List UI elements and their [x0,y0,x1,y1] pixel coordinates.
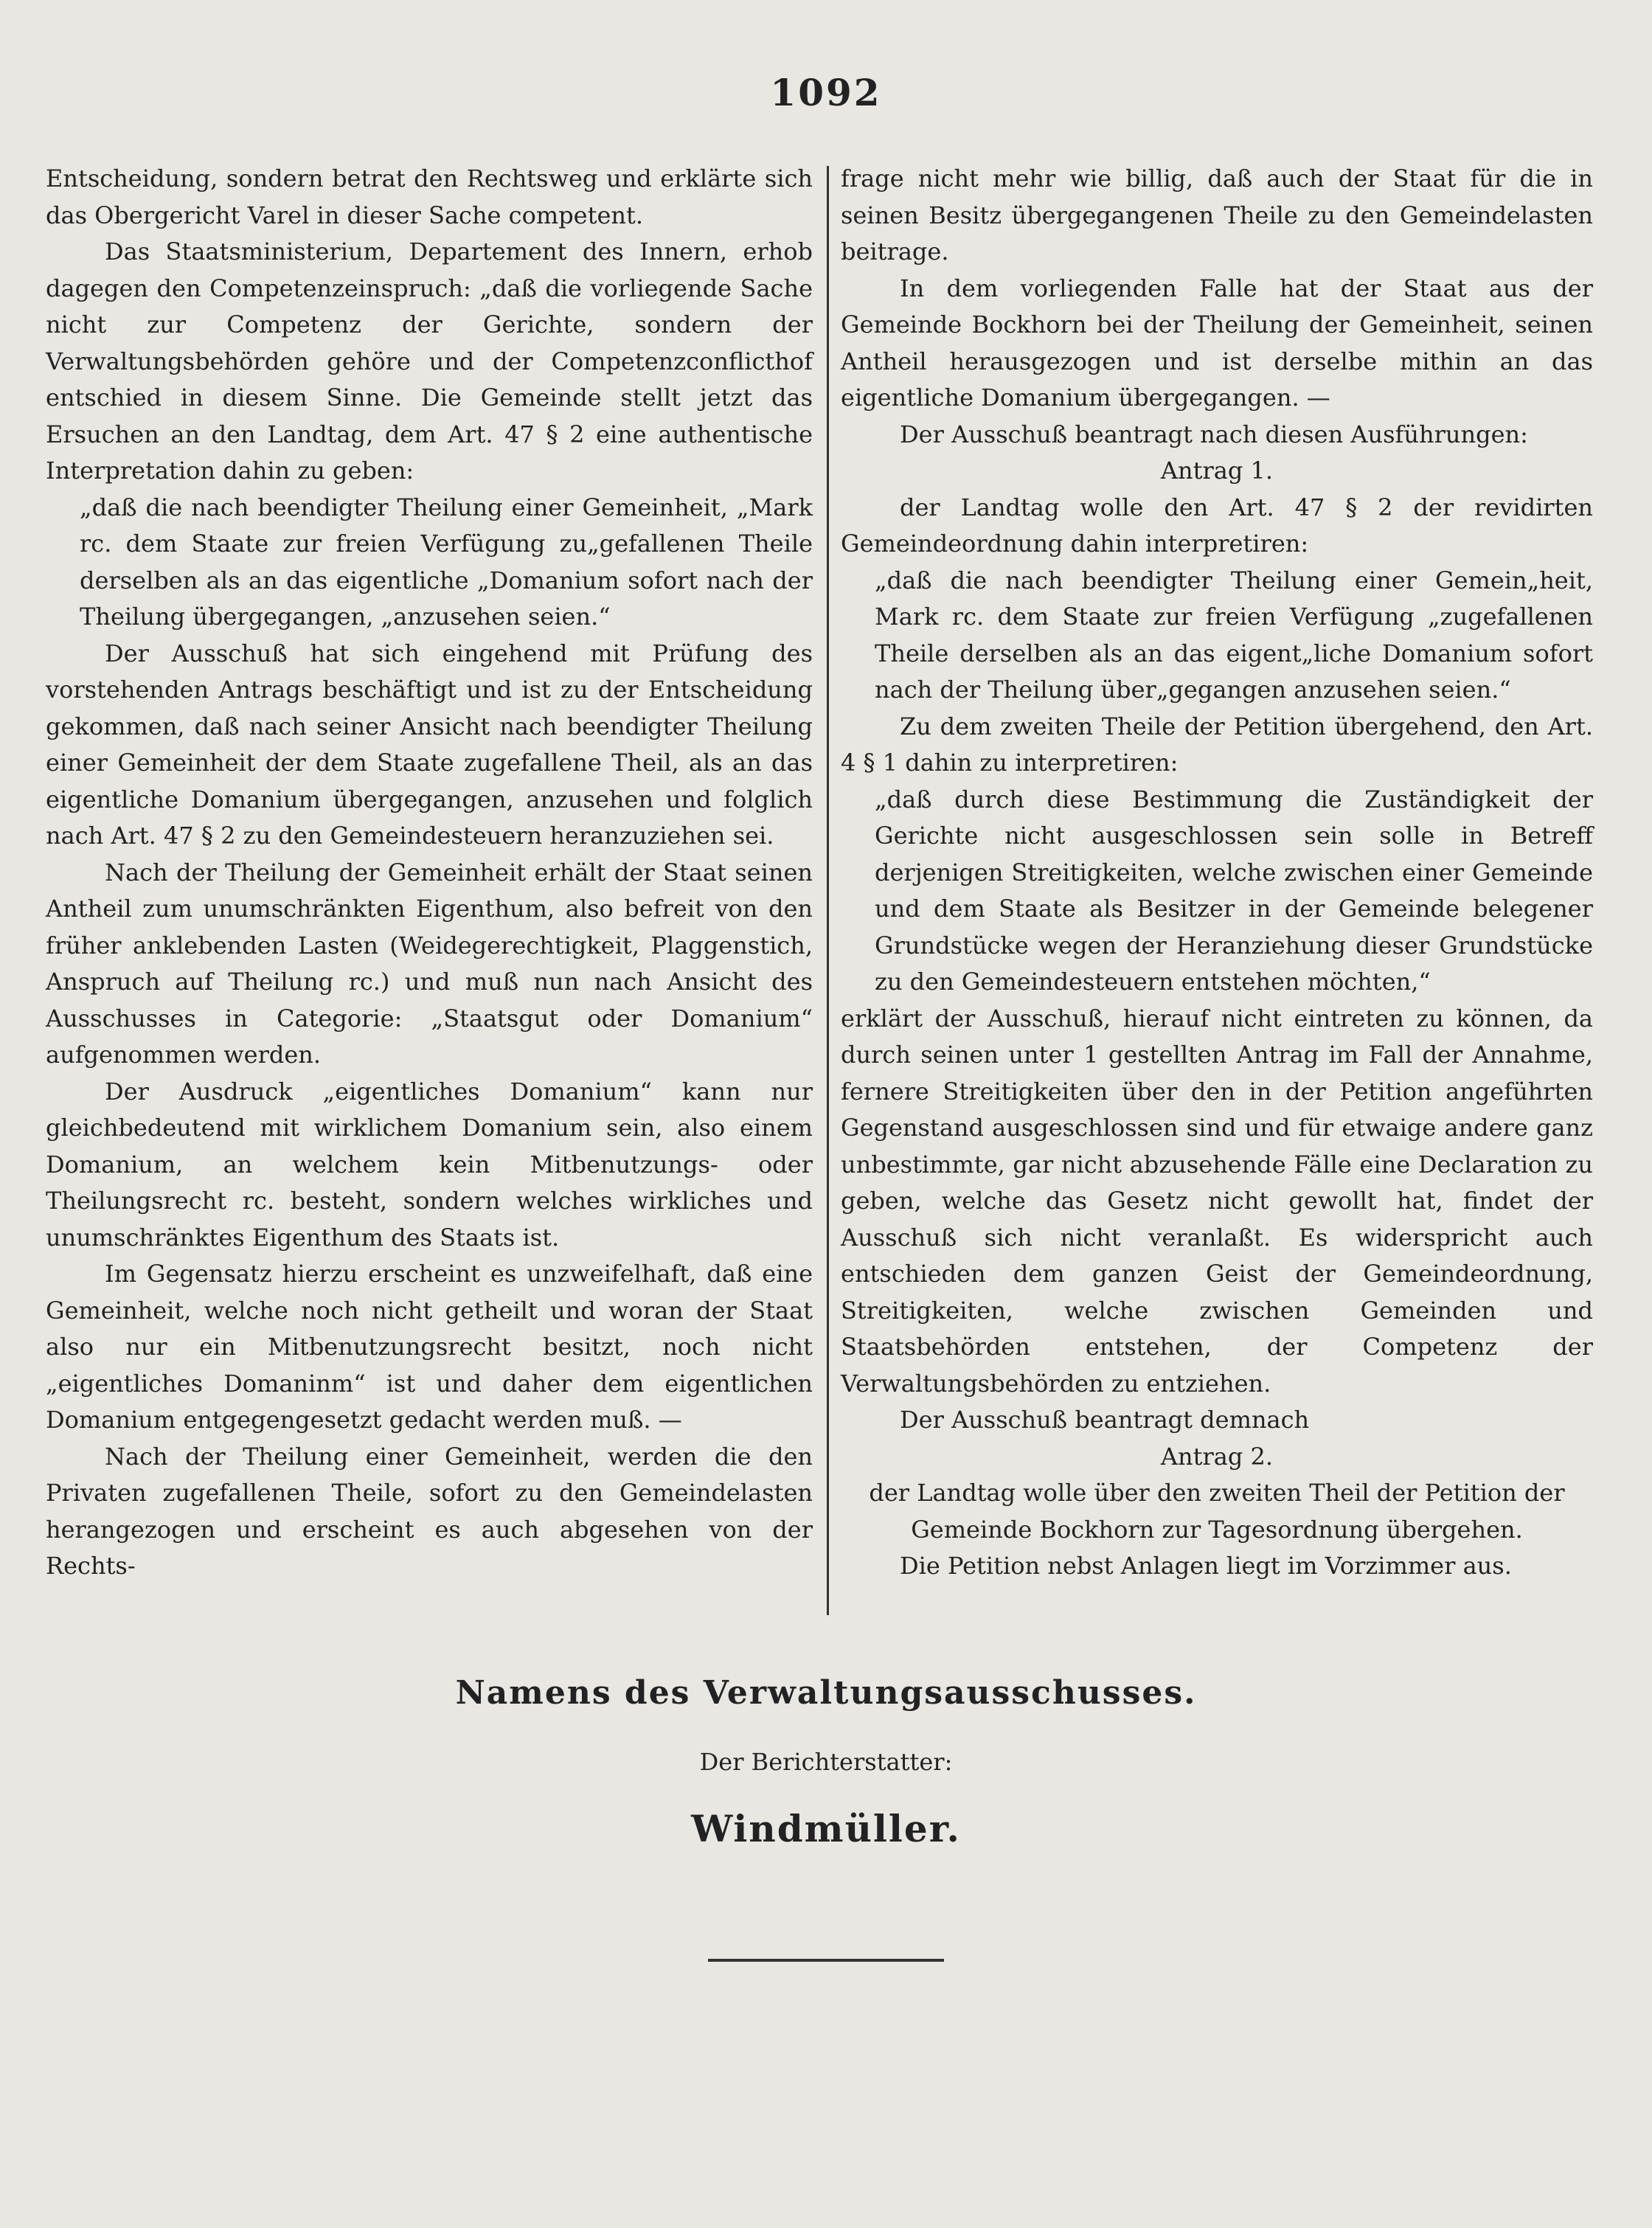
right-column-paragraph: Die Petition nebst Anlagen liegt im Vorzimmer aus. [900,1552,1512,1580]
right-column-paragraph: In dem vorliegenden Falle hat der Staat aus der Gemeinde Bockhorn bei der Theilung der Gemeinheit, seinen Antheil herausgezogen und ist derselbe mithin an das eigentliche Domanium übergegangen. — [841,274,1593,412]
left-column-paragraph: Entscheidung, sondern betrat den Rechtsweg und erklärte sich das Obergericht Varel in dieser Sache competent. [46,164,813,229]
right-column-paragraph: frage nicht mehr wie billig, daß auch der Staat für die in seinen Besitz übergegangenen Theile zu den Gemeindelasten beitrage. [841,164,1593,266]
left-column-paragraph: Der Ausdruck „eigentliches Domanium“ kann nur gleichbedeutend mit wirklichem Domanium sein, also einem Domanium, an welchem kein Mitbenutzungs- oder Theilungsrecht rc. besteht, sondern welches wirkliches und unumschränktes Eigenthum des Staats ist. [46,1077,813,1252]
left-column-paragraph: Der Ausschuß hat sich eingehend mit Prüfung des vorstehenden Antrags beschäftigt und ist zu der Entscheidung gekommen, daß nach seiner Ansicht nach beendigter Theilung einer Gemeinheit der dem Staate zugefallene Theil, als an das eigentliche Domanium übergegangen, anzusehen und folglich nach Art. 47 § 2 zu den Gemeindesteuern heranzuziehen sei. [46,639,813,850]
right-column-paragraph: „daß die nach beendigter Theilung einer Gemein„heit, Mark rc. dem Staate zur freien Verfügung „zugefallenen Theile derselben als an das eigent„liche Domanium sofort nach der Theilung über„gegangen anzusehen seien.“ [875,566,1593,704]
right-column-paragraph: Antrag 2. [1160,1442,1274,1471]
left-column-paragraph: „daß die nach beendigter Theilung einer Gemeinheit, „Mark rc. dem Staate zur freien Verfügung zu„gefallenen Theile derselben als an das eigentliche „Domanium sofort nach der Theilung übergegangen, „anzusehen seien.“ [80,493,813,631]
closing-rule [708,1959,944,1962]
committee-signature-heading: Namens des Verwaltungsausschusses. [455,1674,1197,1712]
reporter-name: Windmüller. [691,1807,961,1850]
left-column-paragraph: Das Staatsministerium, Departement des Innern, erhob dagegen den Competenzeinspruch: „daß die vorliegende Sache nicht zur Competenz der Gerichte, sondern der Verwaltungsbehörden gehöre und der Competenzconflicthof entschied in diesem Sinne. Die Gemeinde stellt jetzt das Ersuchen an den Landtag, dem Art. 47 § 2 eine authentische Interpretation dahin zu geben: [46,237,813,485]
reporter-label: Der Berichterstatter: [699,1748,953,1776]
right-column-paragraph: Der Ausschuß beantragt demnach [900,1406,1310,1434]
page-number: 1092 [770,71,882,114]
left-column-paragraph: Im Gegensatz hierzu erscheint es unzweifelhaft, daß eine Gemeinheit, welche noch nicht getheilt und woran der Staat also nur ein Mitbenutzungsrecht besitzt, noch nicht „eigentliches Domaninm“ ist und daher dem eigentlichen Domanium entgegengesetzt gedacht werden muß. — [46,1260,813,1434]
right-column-paragraph: Antrag 1. [1160,457,1274,485]
right-column-paragraph: der Landtag wolle den Art. 47 § 2 der revidirten Gemeindeordnung dahin interpretiren: [841,493,1593,558]
right-column-paragraph: „daß durch diese Bestimmung die Zuständigkeit der Gerichte nicht ausgeschlossen sein solle in Betreff derjenigen Streitigkeiten, welche zwischen einer Gemeinde und dem Staate als Besitzer in der Gemeinde belegener Grundstücke wegen der Heranziehung dieser Grundstücke zu den Gemeindesteuern entstehen möchten,“ [875,785,1593,996]
right-column-paragraph: Der Ausschuß beantragt nach diesen Ausführungen: [900,420,1528,448]
right-column-paragraph: der Landtag wolle über den zweiten Theil der Petition der Gemeinde Bockhorn zur Tagesordnung übergehen. [869,1479,1565,1544]
left-column-paragraph: Nach der Theilung der Gemeinheit erhält der Staat seinen Antheil zum unumschränkten Eigenthum, also befreit von den früher anklebenden Lasten (Weidegerechtigkeit, Plaggenstich, Anspruch auf Theilung rc.) und muß nun nach Ansicht des Ausschusses in Categorie: „Staatsgut oder Domanium“ aufgenommen werden. [46,858,813,1069]
right-column-paragraph: erklärt der Ausschuß, hierauf nicht eintreten zu können, da durch seinen unter 1 gestellten Antrag im Fall der Annahme, fernere Streitigkeiten über den in der Petition angeführten Gegenstand ausgeschlossen sind und für etwaige andere ganz unbestimmte, gar nicht abzusehende Fälle eine Declaration zu geben, welche das Gesetz nicht gewollt hat, findet der Ausschuß sich nicht veranlaßt. Es widerspricht auch entschieden dem ganzen Geist der Gemeindeordnung, Streitigkeiten, welche zwischen Gemeinden und Staatsbehörden entstehen, der Competenz der Verwaltungsbehörden zu entziehen. [841,1004,1593,1398]
left-column-paragraph: Nach der Theilung einer Gemeinheit, werden die den Privaten zugefallenen Theile, sofort zu den Gemeindelasten herangezogen und erscheint es auch abgesehen von der Rechts- [46,1442,813,1580]
right-column-paragraph: Zu dem zweiten Theile der Petition übergehend, den Art. 4 § 1 dahin zu interpretiren: [841,712,1593,777]
right-text-column [841,161,1593,1585]
column-divider [827,166,829,1615]
left-text-column [46,161,813,1585]
